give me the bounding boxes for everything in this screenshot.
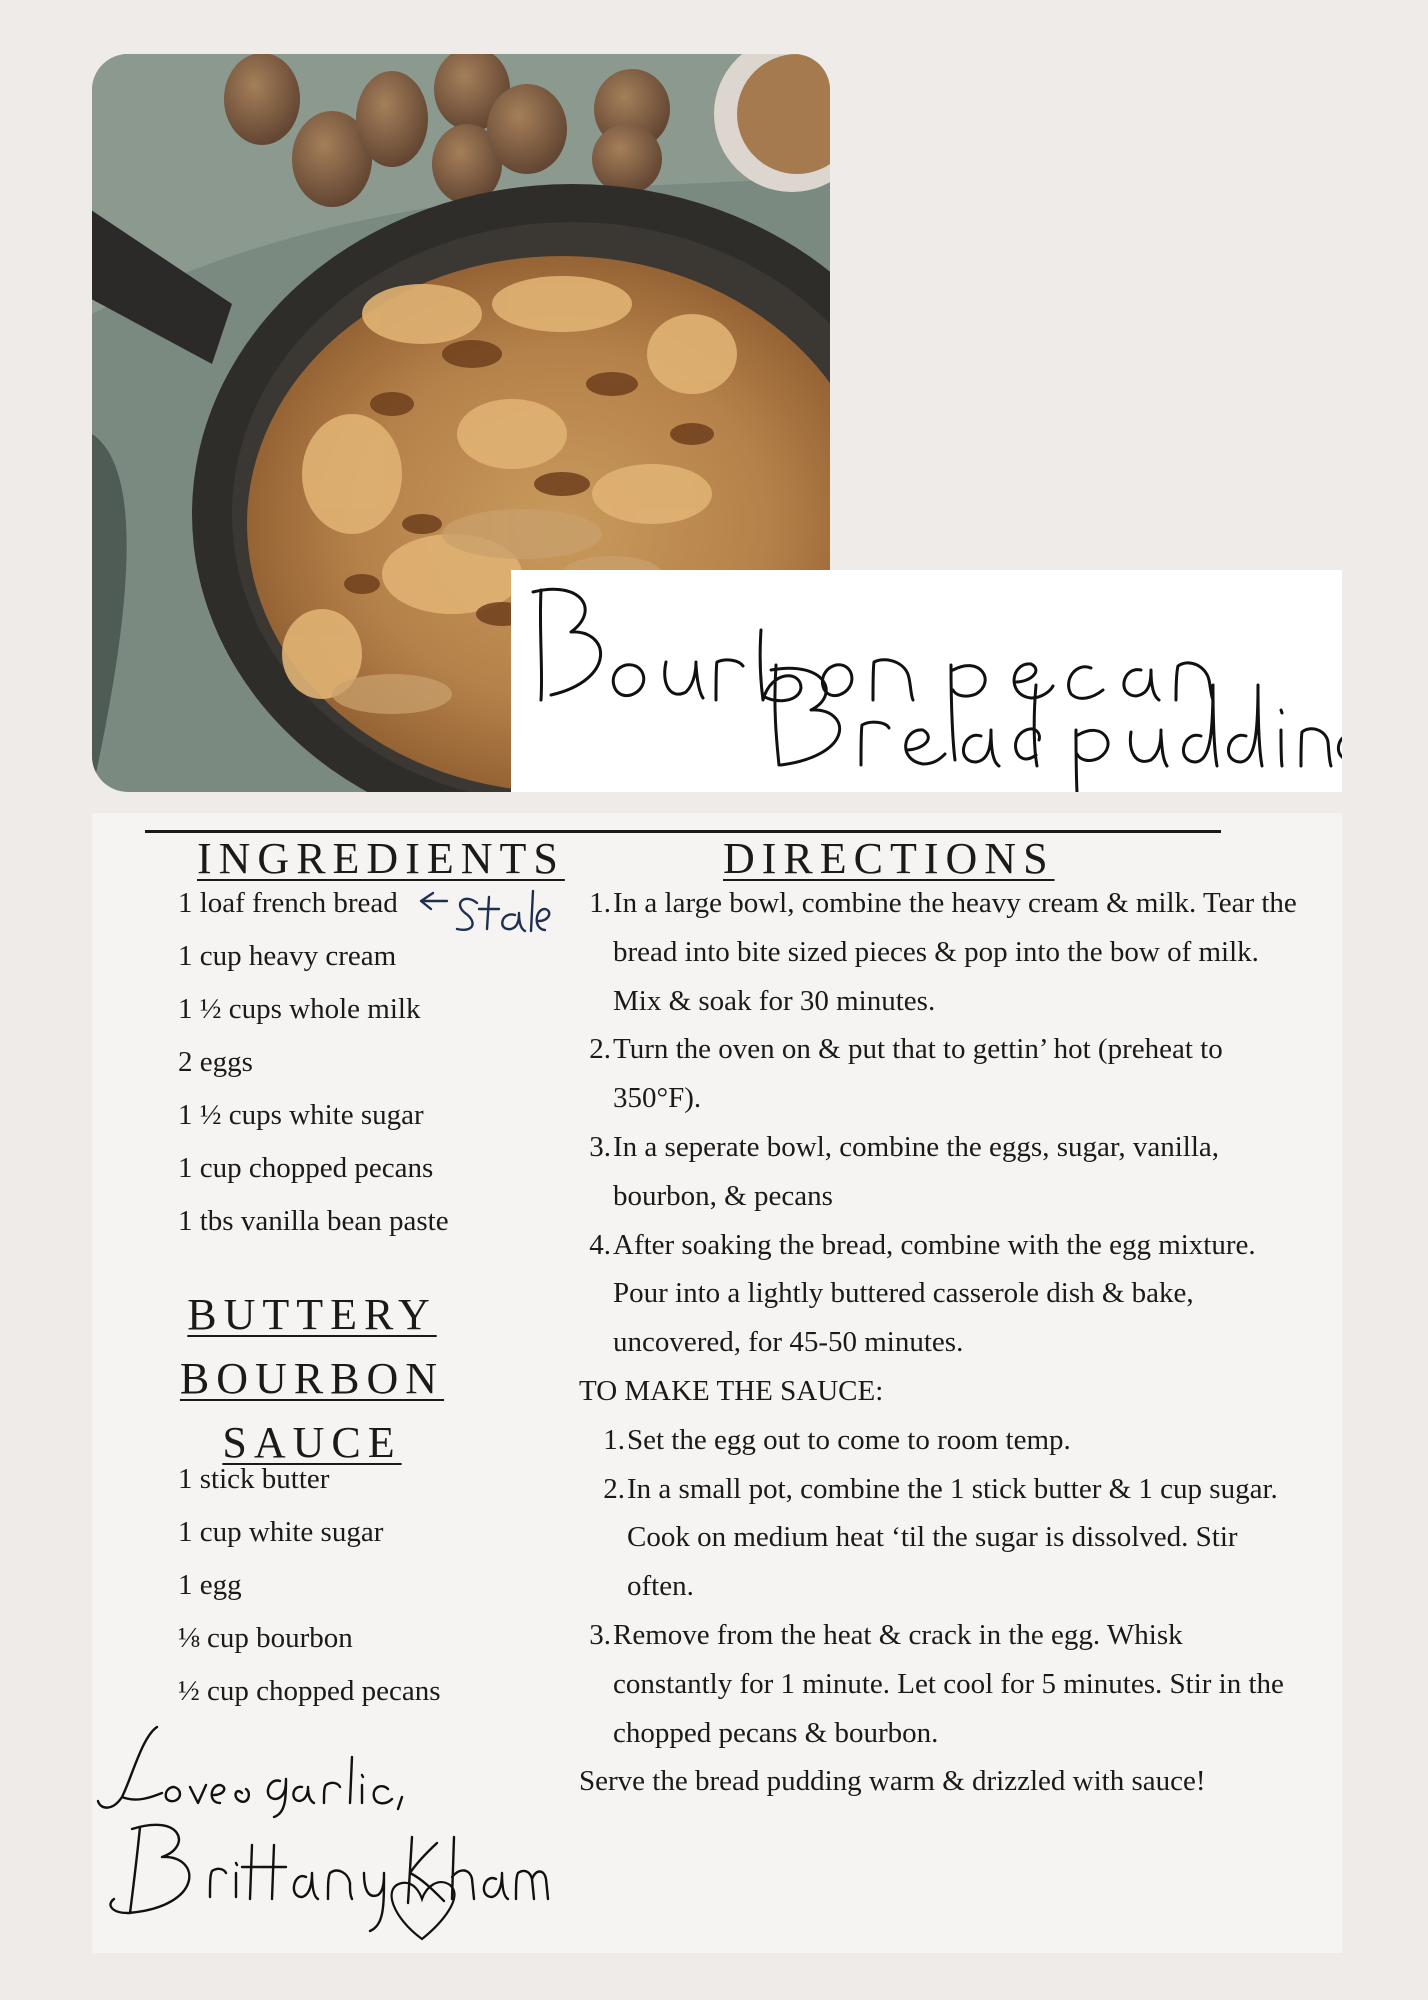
sauce-step	[579, 1416, 1299, 1465]
step-number: 3.	[589, 1618, 611, 1651]
stale-note-drawing	[417, 883, 552, 943]
step-number: 1.	[589, 887, 611, 919]
handwritten-note	[417, 883, 552, 948]
sauce-step	[579, 1611, 1299, 1757]
step-text: In a seperate bowl, combine the eggs, sugar, vanilla, bourbon, & pecans	[613, 1130, 1220, 1212]
directions-heading: DIRECTIONS	[723, 834, 1055, 883]
sauce-ingredient-item: 1 stick butter	[178, 1463, 330, 1495]
step-number: 3.	[589, 1130, 611, 1163]
ingredient-item: 1 cup chopped pecans	[178, 1152, 434, 1184]
sauce-ingredient-item: 1 cup white sugar	[178, 1516, 384, 1548]
ingredient-item: 2 eggs	[178, 1046, 253, 1078]
sauce-directions-heading: TO MAKE THE SAUCE:	[579, 1374, 884, 1407]
title-card	[511, 570, 1342, 792]
ingredient-item: 1 ½ cups whole milk	[178, 993, 421, 1025]
step-number: 1.	[603, 1423, 625, 1456]
sauce-step	[579, 1465, 1299, 1611]
sauce-heading: BUTTERY BOURBON SAUCE	[179, 1290, 445, 1467]
ingredient-item: 1 cup heavy cream	[178, 940, 397, 972]
step-text: Turn the oven on & put that to gettin’ hot (preheat to 350°F).	[613, 1033, 1223, 1115]
step-number: 4.	[589, 1228, 611, 1261]
step-text: Remove from the heat & crack in the egg. Whisk constantly for 1 minute. Let cool for 5 minutes. Stir in the chopped pecans & bourbon.	[613, 1618, 1284, 1749]
ingredient-item: 1 tbs vanilla bean paste	[178, 1205, 449, 1237]
directions-list	[579, 879, 1299, 1806]
sauce-ingredient-item: ½ cup chopped pecans	[178, 1675, 441, 1707]
direction-step	[579, 879, 1299, 1025]
ingredients-heading: INGREDIENTS	[197, 834, 565, 883]
ingredient-item: 1 ½ cups white sugar	[178, 1099, 424, 1131]
step-text: In a large bowl, combine the heavy cream & milk. Tear the bread into bite sized pieces & pop into the bow of milk. Mix & soak for 30 minutes.	[613, 887, 1297, 1017]
heart-icon	[392, 1882, 455, 1939]
sauce-ingredients-list	[178, 1453, 441, 1718]
direction-step	[579, 1123, 1299, 1221]
ingredient-item: 1 loaf french bread	[178, 887, 398, 919]
sauce-ingredient-item: 1 egg	[178, 1569, 242, 1601]
top-divider	[145, 830, 1221, 833]
direction-step	[579, 1025, 1299, 1123]
ingredients-list	[178, 877, 449, 1248]
step-number: 2.	[589, 1033, 611, 1066]
signature-drawing	[92, 1717, 552, 1947]
sauce-ingredient-item: ⅛ cup bourbon	[178, 1622, 353, 1654]
step-text: After soaking the bread, combine with the egg mixture. Pour into a lightly buttered casserole dish & bake, uncovered, for 45-50 minutes.	[613, 1228, 1256, 1359]
step-text: In a small pot, combine the 1 stick butter & 1 cup sugar. Cook on medium heat ‘til the sugar is dissolved. Stir often.	[627, 1472, 1278, 1603]
handwritten-title	[511, 570, 1342, 792]
closing-line: Serve the bread pudding warm & drizzled with sauce!	[579, 1765, 1206, 1798]
step-text: Set the egg out to come to room temp.	[627, 1423, 1071, 1456]
direction-step	[579, 1221, 1299, 1367]
signature	[92, 1717, 552, 1952]
step-number: 2.	[603, 1472, 625, 1505]
recipe-card	[92, 813, 1342, 1953]
